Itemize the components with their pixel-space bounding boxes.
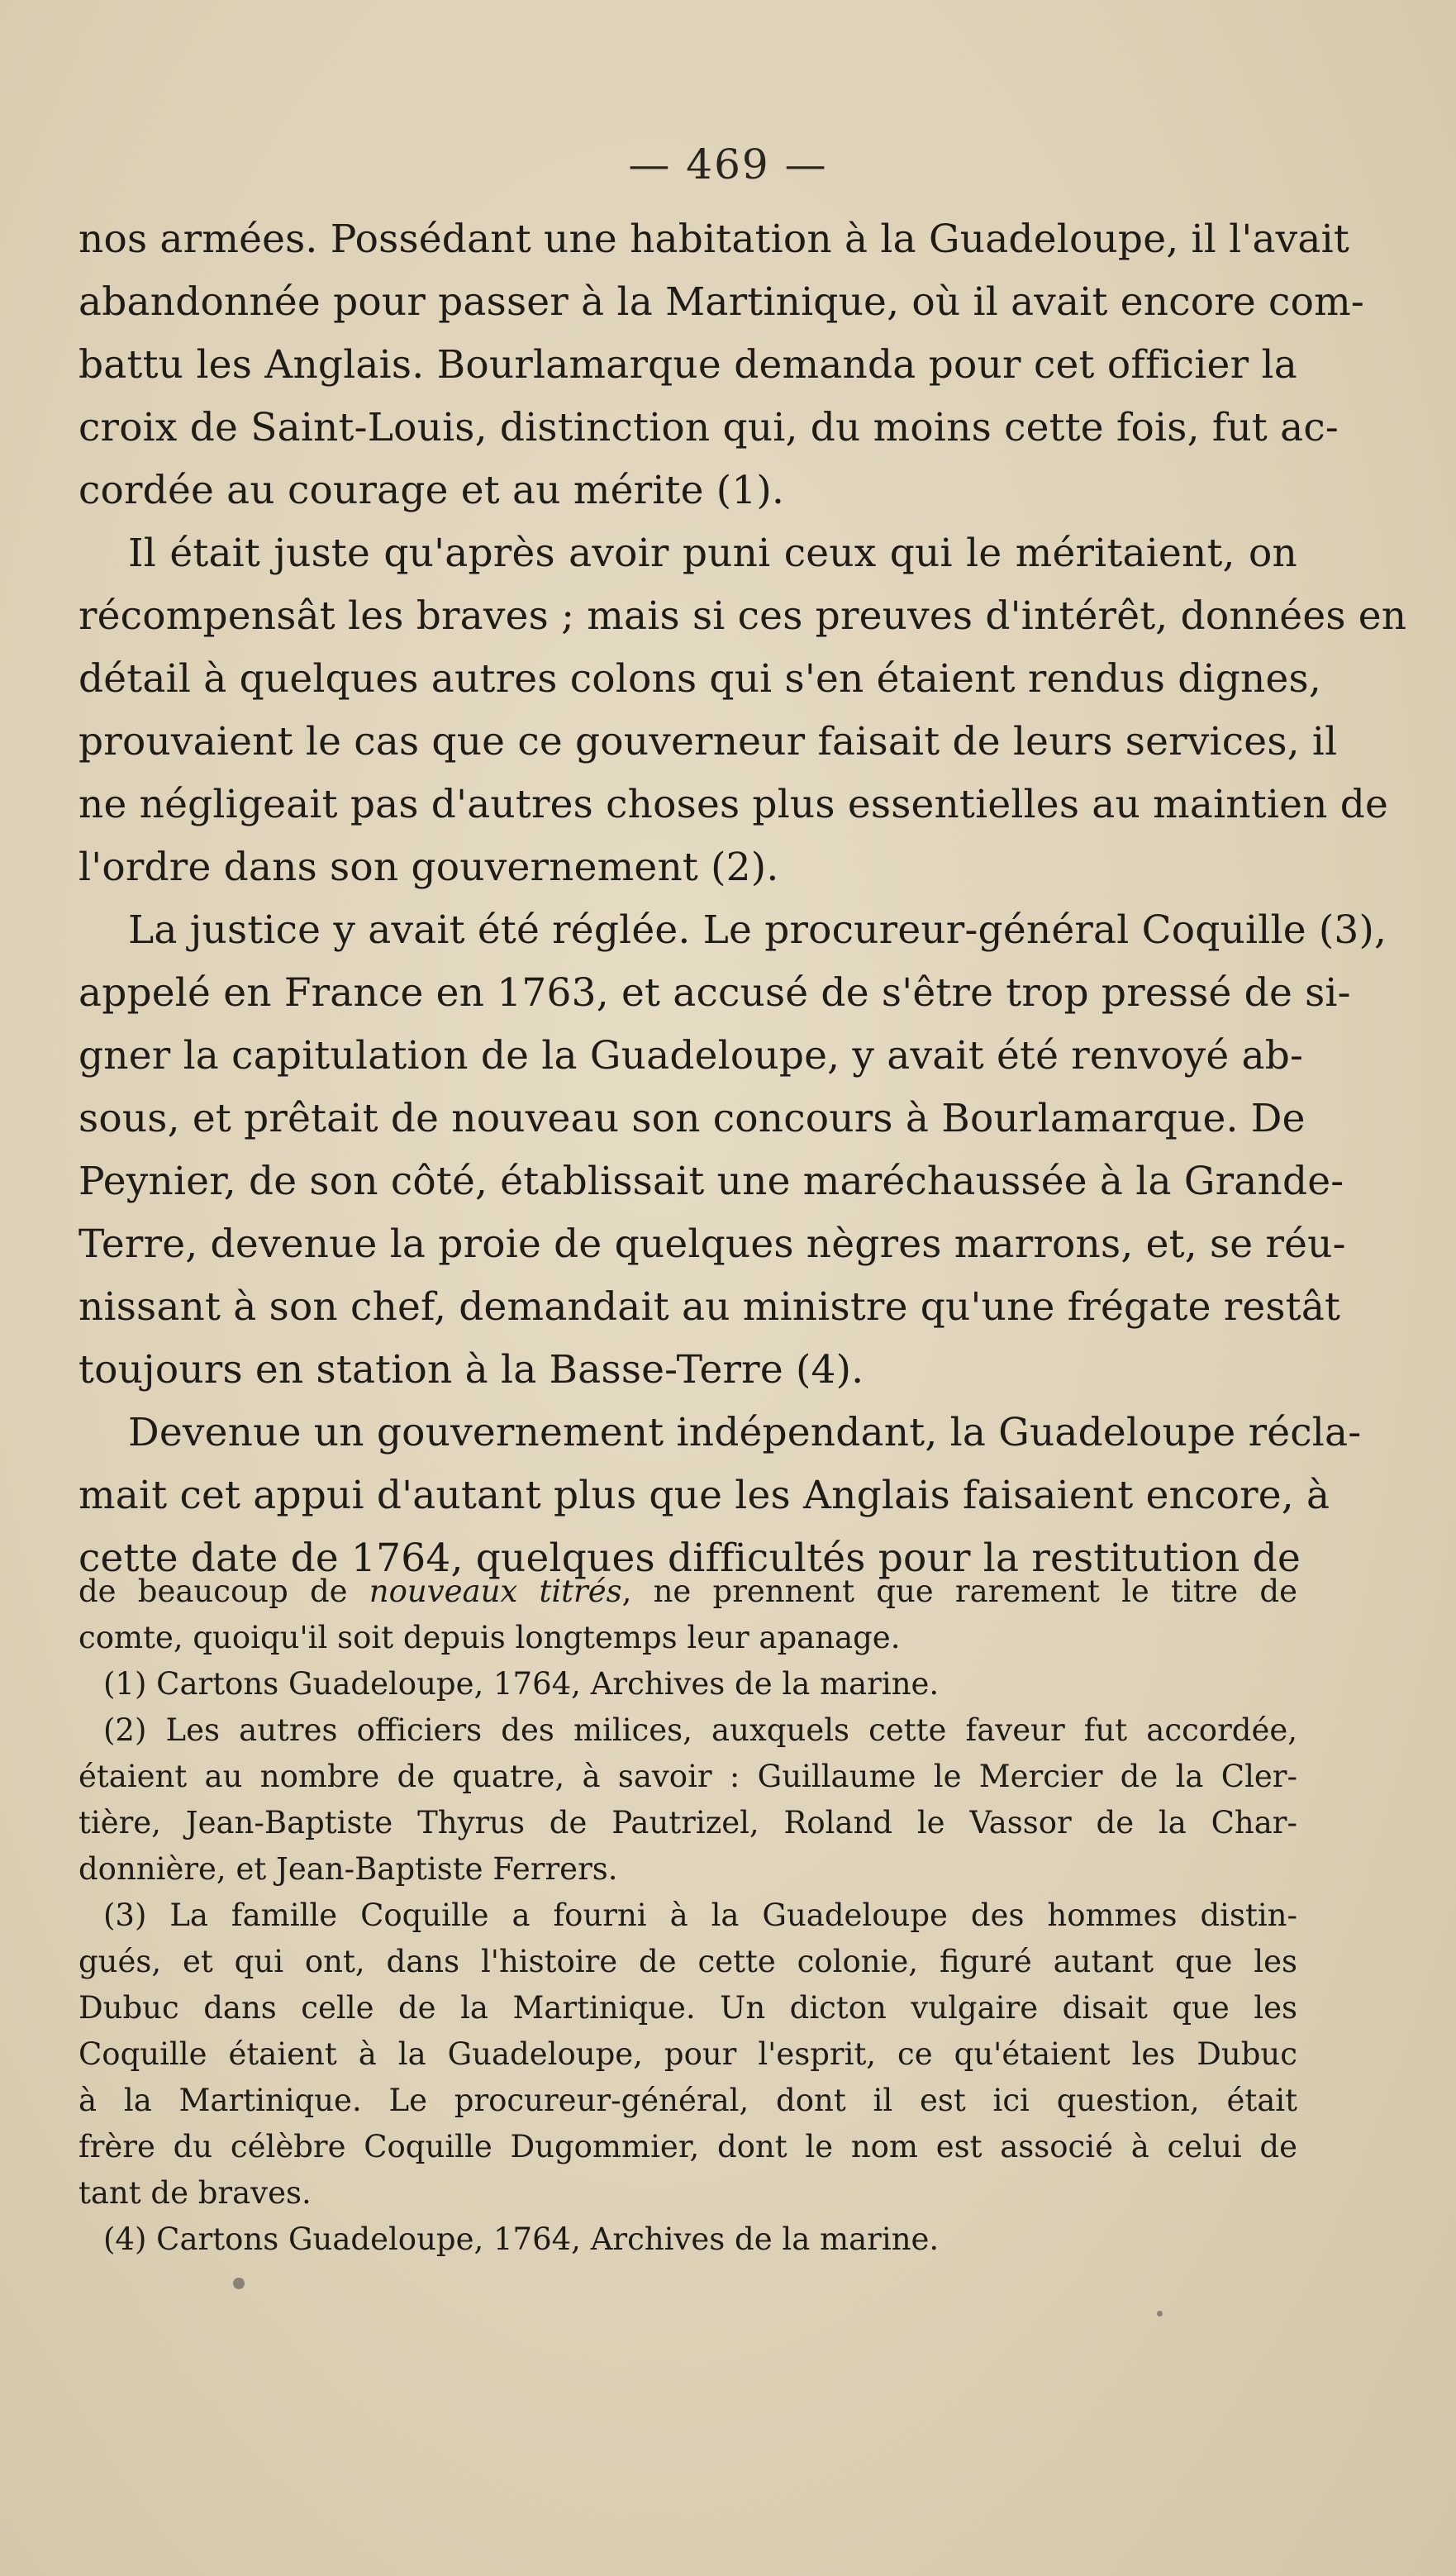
text-line: nos armées. Possédant une habitation à la Guadeloupe, il l'avait — [79, 217, 1349, 262]
paper-speck — [233, 2278, 245, 2289]
text-line: Peynier, de son côté, établissait une maréchaussée à la Grande- — [79, 1159, 1344, 1204]
text-line: ne négligeait pas d'autres choses plus essentielles au maintien de — [79, 782, 1389, 827]
footnote-line: (1) Cartons Guadeloupe, 1764, Archives de la marine. — [103, 1666, 940, 1702]
text-line: détail à quelques autres colons qui s'en étaient rendus dignes, — [79, 656, 1321, 702]
footnote-line: tant de braves. — [79, 2175, 312, 2211]
footnote-line: étaient au nombre de quatre, à savoir : Guillaume le Mercier de la Cler- — [79, 1759, 1297, 1794]
footnote-line: à la Martinique. Le procureur-général, dont il est ici question, était — [79, 2083, 1297, 2118]
text-line: battu les Anglais. Bourlamarque demanda pour cet officier la — [79, 342, 1297, 388]
footnote-line: comte, quoiqu'il soit depuis longtemps leur apanage. — [79, 1620, 901, 1655]
text-line: toujours en station à la Basse-Terre (4). — [79, 1347, 864, 1393]
footnote-line: Dubuc dans celle de la Martinique. Un dicton vulgaire disait que les — [79, 1990, 1297, 2026]
page-number: — 469 — — [628, 140, 828, 188]
text-line: cette date de 1764, quelques difficultés pour la restitution de — [79, 1536, 1301, 1581]
text-line: prouvaient le cas que ce gouverneur faisait de leurs services, il — [79, 719, 1338, 764]
text-line: La justice y avait été réglée. Le procureur-général Coquille (3), — [128, 907, 1387, 953]
footnote-line: frère du célèbre Coquille Dugommier, dont le nom est associé à celui de — [79, 2129, 1297, 2164]
text-line: nissant à son chef, demandait au ministre qu'une frégate restât — [79, 1284, 1341, 1330]
paper-speck — [1157, 2311, 1163, 2316]
footnote-line: donnière, et Jean-Baptiste Ferrers. — [79, 1851, 618, 1887]
text-line: cordée au courage et au mérite (1). — [79, 468, 785, 513]
text-line: l'ordre dans son gouvernement (2). — [79, 845, 779, 890]
text-line: Il était juste qu'après avoir puni ceux qui le méritaient, on — [128, 531, 1297, 576]
text-line: gner la capitulation de la Guadeloupe, y avait été renvoyé ab- — [79, 1033, 1304, 1078]
text-line: croix de Saint-Louis, distinction qui, du moins cette fois, fut ac- — [79, 405, 1339, 450]
footnote-line: (4) Cartons Guadeloupe, 1764, Archives de la marine. — [103, 2221, 940, 2257]
footnote-line: gués, et qui ont, dans l'histoire de cette colonie, figuré autant que les — [79, 1944, 1297, 1979]
footnote-line: tière, Jean-Baptiste Thyrus de Pautrizel, Roland le Vassor de la Char- — [79, 1805, 1297, 1840]
footnote-line: Coquille étaient à la Guadeloupe, pour l'esprit, ce qu'étaient les Dubuc — [79, 2036, 1297, 2072]
text-line: abandonnée pour passer à la Martinique, où il avait encore com- — [79, 279, 1364, 325]
text-line: sous, et prêtait de nouveau son concours à Bourlamarque. De — [79, 1096, 1306, 1141]
footnote-line: (2) Les autres officiers des milices, auxquels cette faveur fut accordée, — [103, 1712, 1297, 1748]
text-line: mait cet appui d'autant plus que les Anglais faisaient encore, à — [79, 1473, 1330, 1518]
text-line: Devenue un gouvernement indépendant, la Guadeloupe récla- — [128, 1410, 1362, 1455]
text-line: Terre, devenue la proie de quelques nègres marrons, et, se réu- — [79, 1221, 1346, 1267]
footnote-line: de beaucoup de nouveaux titrés, ne prennent que rarement le titre de — [79, 1574, 1297, 1609]
text-line: appelé en France en 1763, et accusé de s'être trop pressé de si- — [79, 970, 1351, 1016]
text-line: récompensât les braves ; mais si ces preuves d'intérêt, données en — [79, 593, 1407, 639]
footnote-line: (3) La famille Coquille a fourni à la Guadeloupe des hommes distin- — [103, 1897, 1297, 1933]
